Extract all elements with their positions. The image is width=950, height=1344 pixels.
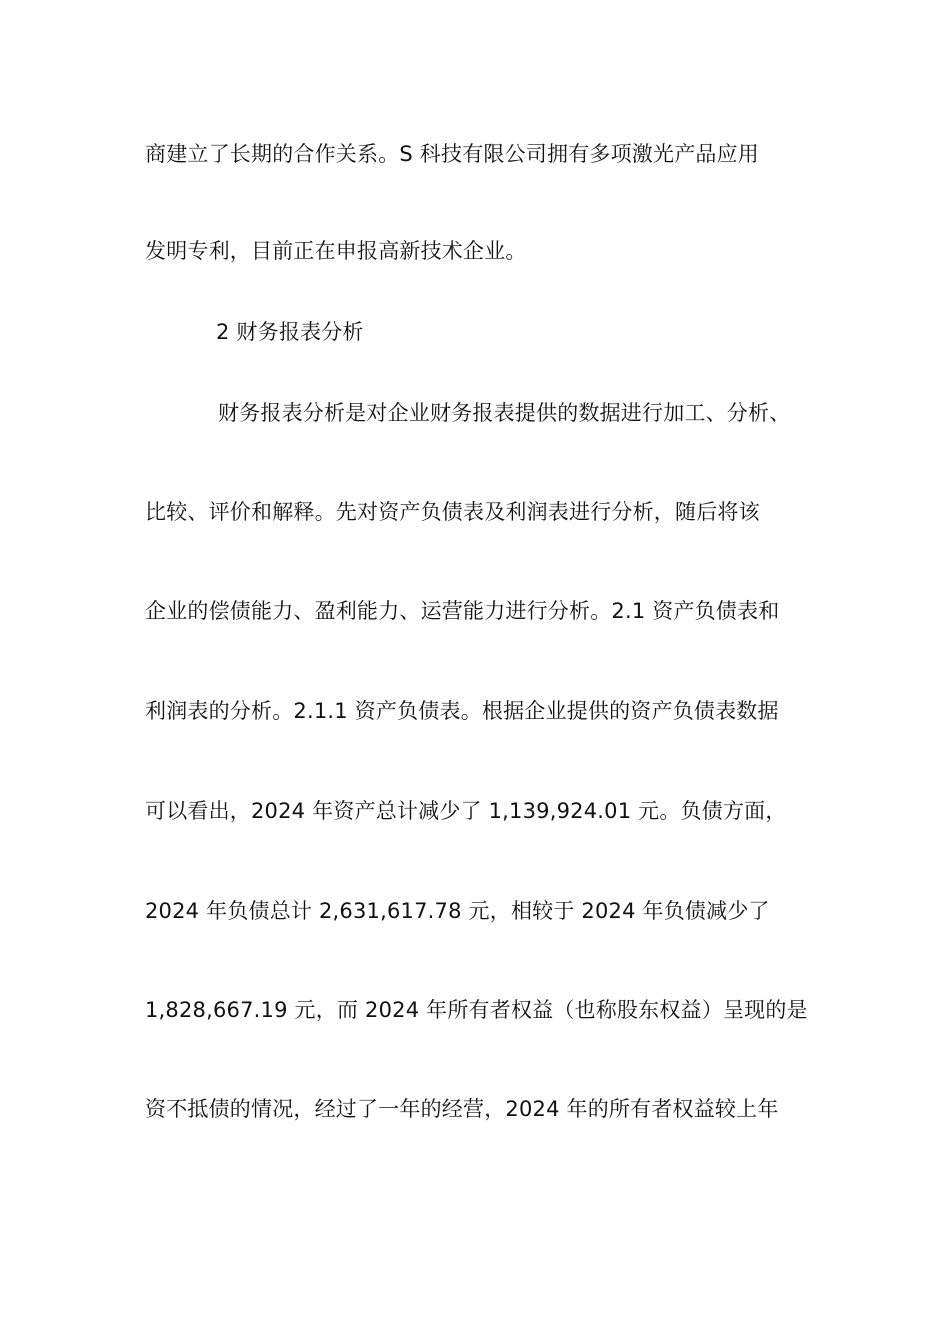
paragraph-line: 利润表的分析。2.1.1 资产负债表。根据企业提供的资产负债表数据 (145, 699, 779, 723)
paragraph-line: 商建立了长期的合作关系。S 科技有限公司拥有多项激光产品应用 (145, 142, 760, 166)
paragraph-line: 2024 年负债总计 2,631,617.78 元，相较于 2024 年负债减少了 (145, 899, 770, 923)
paragraph-line: 1,828,667.19 元，而 2024 年所有者权益（也称股东权益）呈现的是 (145, 998, 808, 1022)
paragraph-line: 可以看出，2024 年资产总计减少了 1,139,924.01 元。负债方面， (145, 799, 787, 823)
paragraph-line: 财务报表分析是对企业财务报表提供的数据进行加工、分析、 (218, 401, 791, 425)
paragraph-line: 发明专利，目前正在申报高新技术企业。 (145, 239, 527, 263)
paragraph-line: 资不抵债的情况，经过了一年的经营，2024 年的所有者权益较上年 (145, 1097, 779, 1121)
paragraph-line: 企业的偿债能力、盈利能力、运营能力进行分析。2.1 资产负债表和 (145, 599, 780, 623)
section-heading: 2 财务报表分析 (216, 320, 364, 344)
paragraph-line: 比较、评价和解释。先对资产负债表及利润表进行分析，随后将该 (145, 500, 760, 524)
